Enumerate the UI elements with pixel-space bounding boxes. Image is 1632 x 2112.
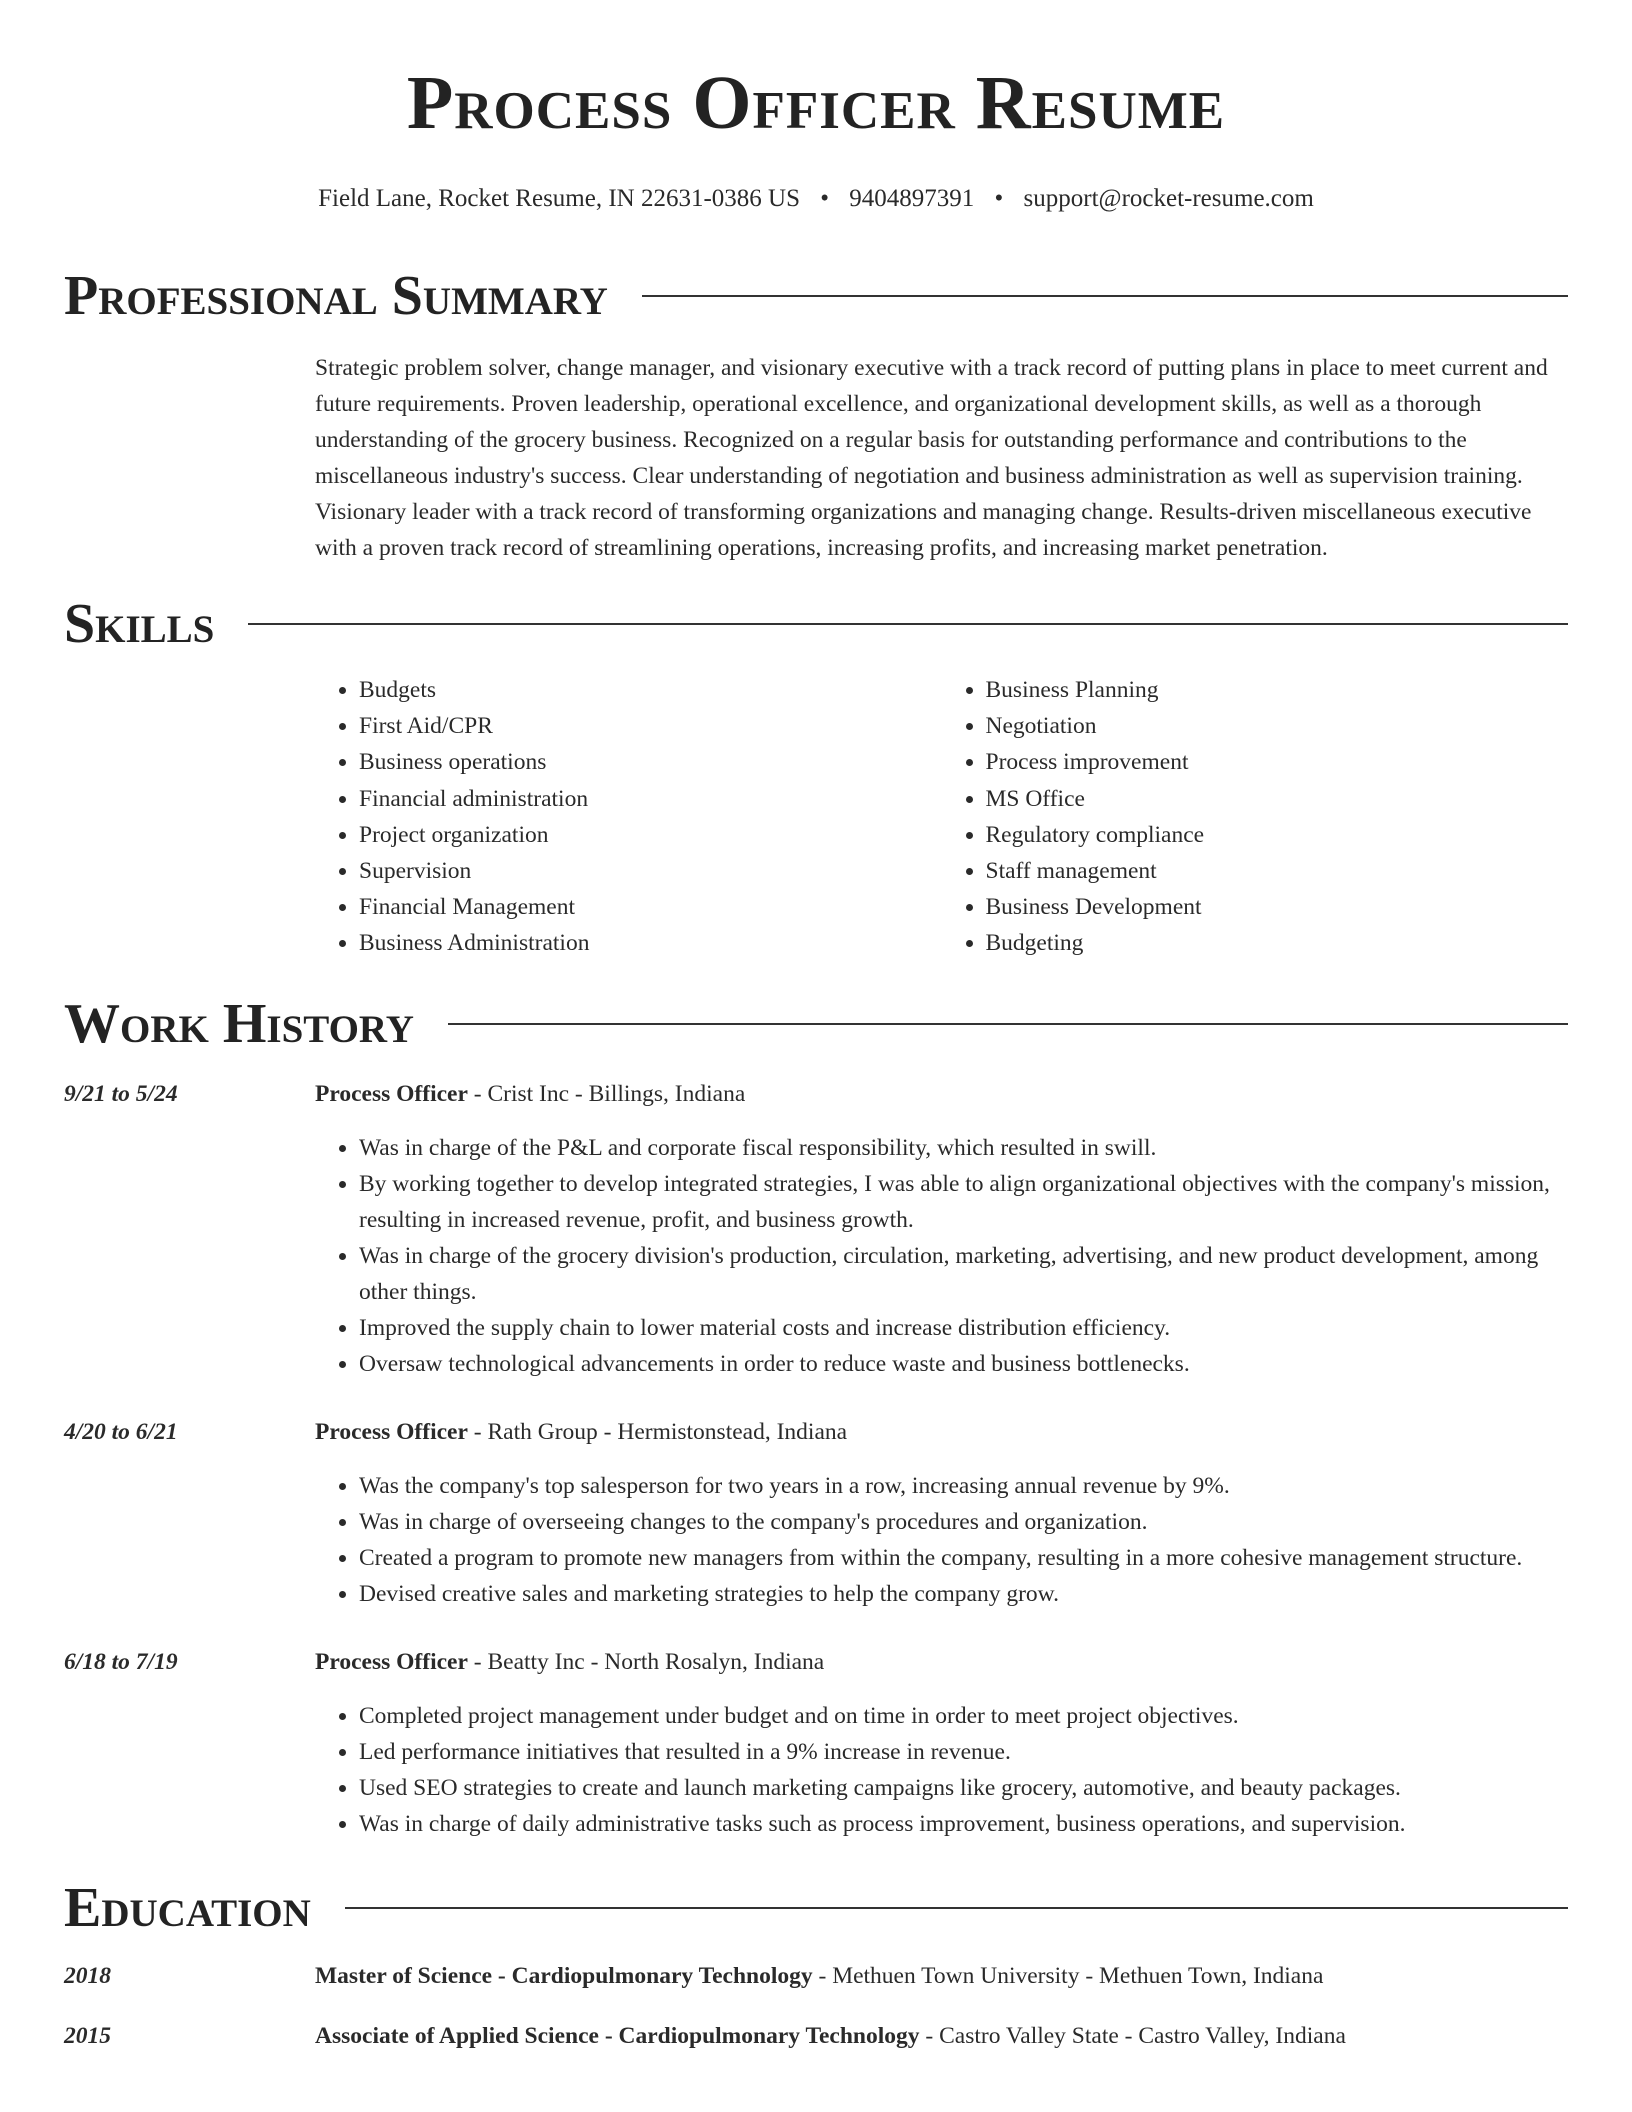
education-list xyxy=(64,1958,1568,2054)
job-bullet: • Created a program to promote new managers from within the company, resulting in a more cohesive management structure. xyxy=(359,1540,1568,1576)
skills-section-header xyxy=(64,592,1568,656)
skills-column-right xyxy=(942,672,1569,962)
job-entry xyxy=(64,1414,1568,1612)
job-body xyxy=(315,1644,1568,1842)
job-company-location: - Rath Group - Hermistonstead, Indiana xyxy=(467,1418,848,1445)
job-bullet: • Oversaw technological advancements in order to reduce waste and business bottlenecks. xyxy=(359,1346,1568,1382)
job-bullet: • Was in charge of the grocery division's production, circulation, marketing, advertising, and new product development, among other things. xyxy=(359,1238,1568,1310)
section-divider xyxy=(448,1023,1568,1025)
skill-item: • Budgeting xyxy=(986,925,1569,961)
skill-item: • Business Planning xyxy=(986,672,1569,708)
skills-list xyxy=(315,672,1568,962)
skill-item: • Financial administration xyxy=(359,781,942,817)
job-bullet: • Used SEO strategies to create and launch marketing campaigns like grocery, automotive, and beauty packages. xyxy=(359,1770,1568,1806)
contact-email: support@rocket-resume.com xyxy=(1023,185,1314,212)
skill-item: • Project organization xyxy=(359,817,942,853)
skill-item: • Staff management xyxy=(986,853,1569,889)
skill-item: • Business Development xyxy=(986,889,1569,925)
work-heading: Work History xyxy=(64,992,414,1055)
skill-item: • Supervision xyxy=(359,853,942,889)
job-title-line xyxy=(315,1414,1568,1450)
education-entry xyxy=(64,2018,1568,2054)
work-section-header xyxy=(64,992,1568,1056)
skill-item: • MS Office xyxy=(986,781,1569,817)
job-entry xyxy=(64,1076,1568,1382)
job-bullet: • Devised creative sales and marketing strategies to help the company grow. xyxy=(359,1576,1568,1612)
summary-text: Strategic problem solver, change manager, and visionary executive with a track record of putting plans in place to meet current and future requirements. Proven leadership, operational excellence, and organizational development skills, as well as a thorough understanding of the grocery business. Recognized on a regular basis for outstanding performance and contributions to the miscellaneous industry's success. Clear understanding of negotiation and business administration as well as supervision training. Visionary leader with a track record of transforming organizations and managing change. Results-driven miscellaneous executive with a proven track record of streamlining operations, increasing profits, and increasing market penetration. xyxy=(315,355,1548,561)
section-divider xyxy=(345,1907,1568,1909)
skills-column-left xyxy=(315,672,942,962)
skill-item: • Process improvement xyxy=(986,744,1569,780)
job-bullet-list xyxy=(315,1698,1568,1842)
job-dates: 4/20 to 6/21 xyxy=(64,1418,178,1445)
skill-item: • Financial Management xyxy=(359,889,942,925)
job-bullet-list xyxy=(315,1130,1568,1382)
job-company-location: - Crist Inc - Billings, Indiana xyxy=(467,1080,746,1107)
skill-item: • First Aid/CPR xyxy=(359,708,942,744)
job-title-line xyxy=(315,1644,1568,1680)
job-role: Process Officer xyxy=(315,1418,468,1445)
job-bullet-list xyxy=(315,1468,1568,1612)
summary-heading: Professional Summary xyxy=(64,265,608,327)
skill-item: • Business Administration xyxy=(359,925,942,961)
job-dates: 6/18 to 7/19 xyxy=(64,1648,178,1675)
education-year: 2018 xyxy=(64,1962,111,1989)
job-bullet: • Was the company's top salesperson for two years in a row, increasing annual revenue by 9%. xyxy=(359,1468,1568,1504)
section-divider xyxy=(248,623,1568,625)
work-history-list xyxy=(64,1076,1568,1842)
job-bullet: • Was in charge of overseeing changes to the company's procedures and organization. xyxy=(359,1504,1568,1540)
contact-separator: • xyxy=(820,185,830,212)
summary-section-header xyxy=(64,264,1568,328)
education-degree: Master of Science - Cardiopulmonary Technology xyxy=(315,1962,813,1989)
job-body xyxy=(315,1414,1568,1612)
contact-line xyxy=(64,184,1568,214)
education-details xyxy=(315,2018,1568,2054)
education-entry xyxy=(64,1958,1568,1994)
job-title-line xyxy=(315,1076,1568,1112)
job-entry xyxy=(64,1644,1568,1842)
education-school: - Methuen Town University - Methuen Town, Indiana xyxy=(812,1962,1324,1989)
contact-phone: 9404897391 xyxy=(849,185,975,212)
skill-item: • Negotiation xyxy=(986,708,1569,744)
job-bullet: • Was in charge of daily administrative tasks such as process improvement, business operations, and supervision. xyxy=(359,1806,1568,1842)
contact-separator: • xyxy=(994,185,1004,212)
education-section-header xyxy=(64,1876,1568,1940)
section-divider xyxy=(642,295,1568,297)
skill-item: • Business operations xyxy=(359,744,942,780)
job-bullet: • Completed project management under budget and on time in order to meet project objectives. xyxy=(359,1698,1568,1734)
contact-address: Field Lane, Rocket Resume, IN 22631-0386 US xyxy=(318,185,801,212)
education-school: - Castro Valley State - Castro Valley, Indiana xyxy=(919,2022,1346,2049)
education-details xyxy=(315,1958,1568,1994)
resume-page xyxy=(64,0,1568,2054)
skills-heading: Skills xyxy=(64,593,215,655)
job-bullet: • Improved the supply chain to lower material costs and increase distribution efficiency. xyxy=(359,1310,1568,1346)
job-role: Process Officer xyxy=(315,1080,468,1107)
skill-item: • Budgets xyxy=(359,672,942,708)
education-degree: Associate of Applied Science - Cardiopulmonary Technology xyxy=(315,2022,920,2049)
skill-item: • Regulatory compliance xyxy=(986,817,1569,853)
job-company-location: - Beatty Inc - North Rosalyn, Indiana xyxy=(467,1648,825,1675)
job-role: Process Officer xyxy=(315,1648,468,1675)
education-year: 2015 xyxy=(64,2022,111,2049)
job-bullet: • Led performance initiatives that resulted in a 9% increase in revenue. xyxy=(359,1734,1568,1770)
education-heading: Education xyxy=(64,1876,311,1939)
job-dates: 9/21 to 5/24 xyxy=(64,1080,178,1107)
job-body xyxy=(315,1076,1568,1382)
job-bullet: • Was in charge of the P&L and corporate fiscal responsibility, which resulted in swill. xyxy=(359,1130,1568,1166)
resume-title: Process Officer Resume xyxy=(406,61,1226,145)
job-bullet: • By working together to develop integrated strategies, I was able to align organizational objectives with the company's mission, resulting in increased revenue, profit, and business growth. xyxy=(359,1166,1568,1238)
